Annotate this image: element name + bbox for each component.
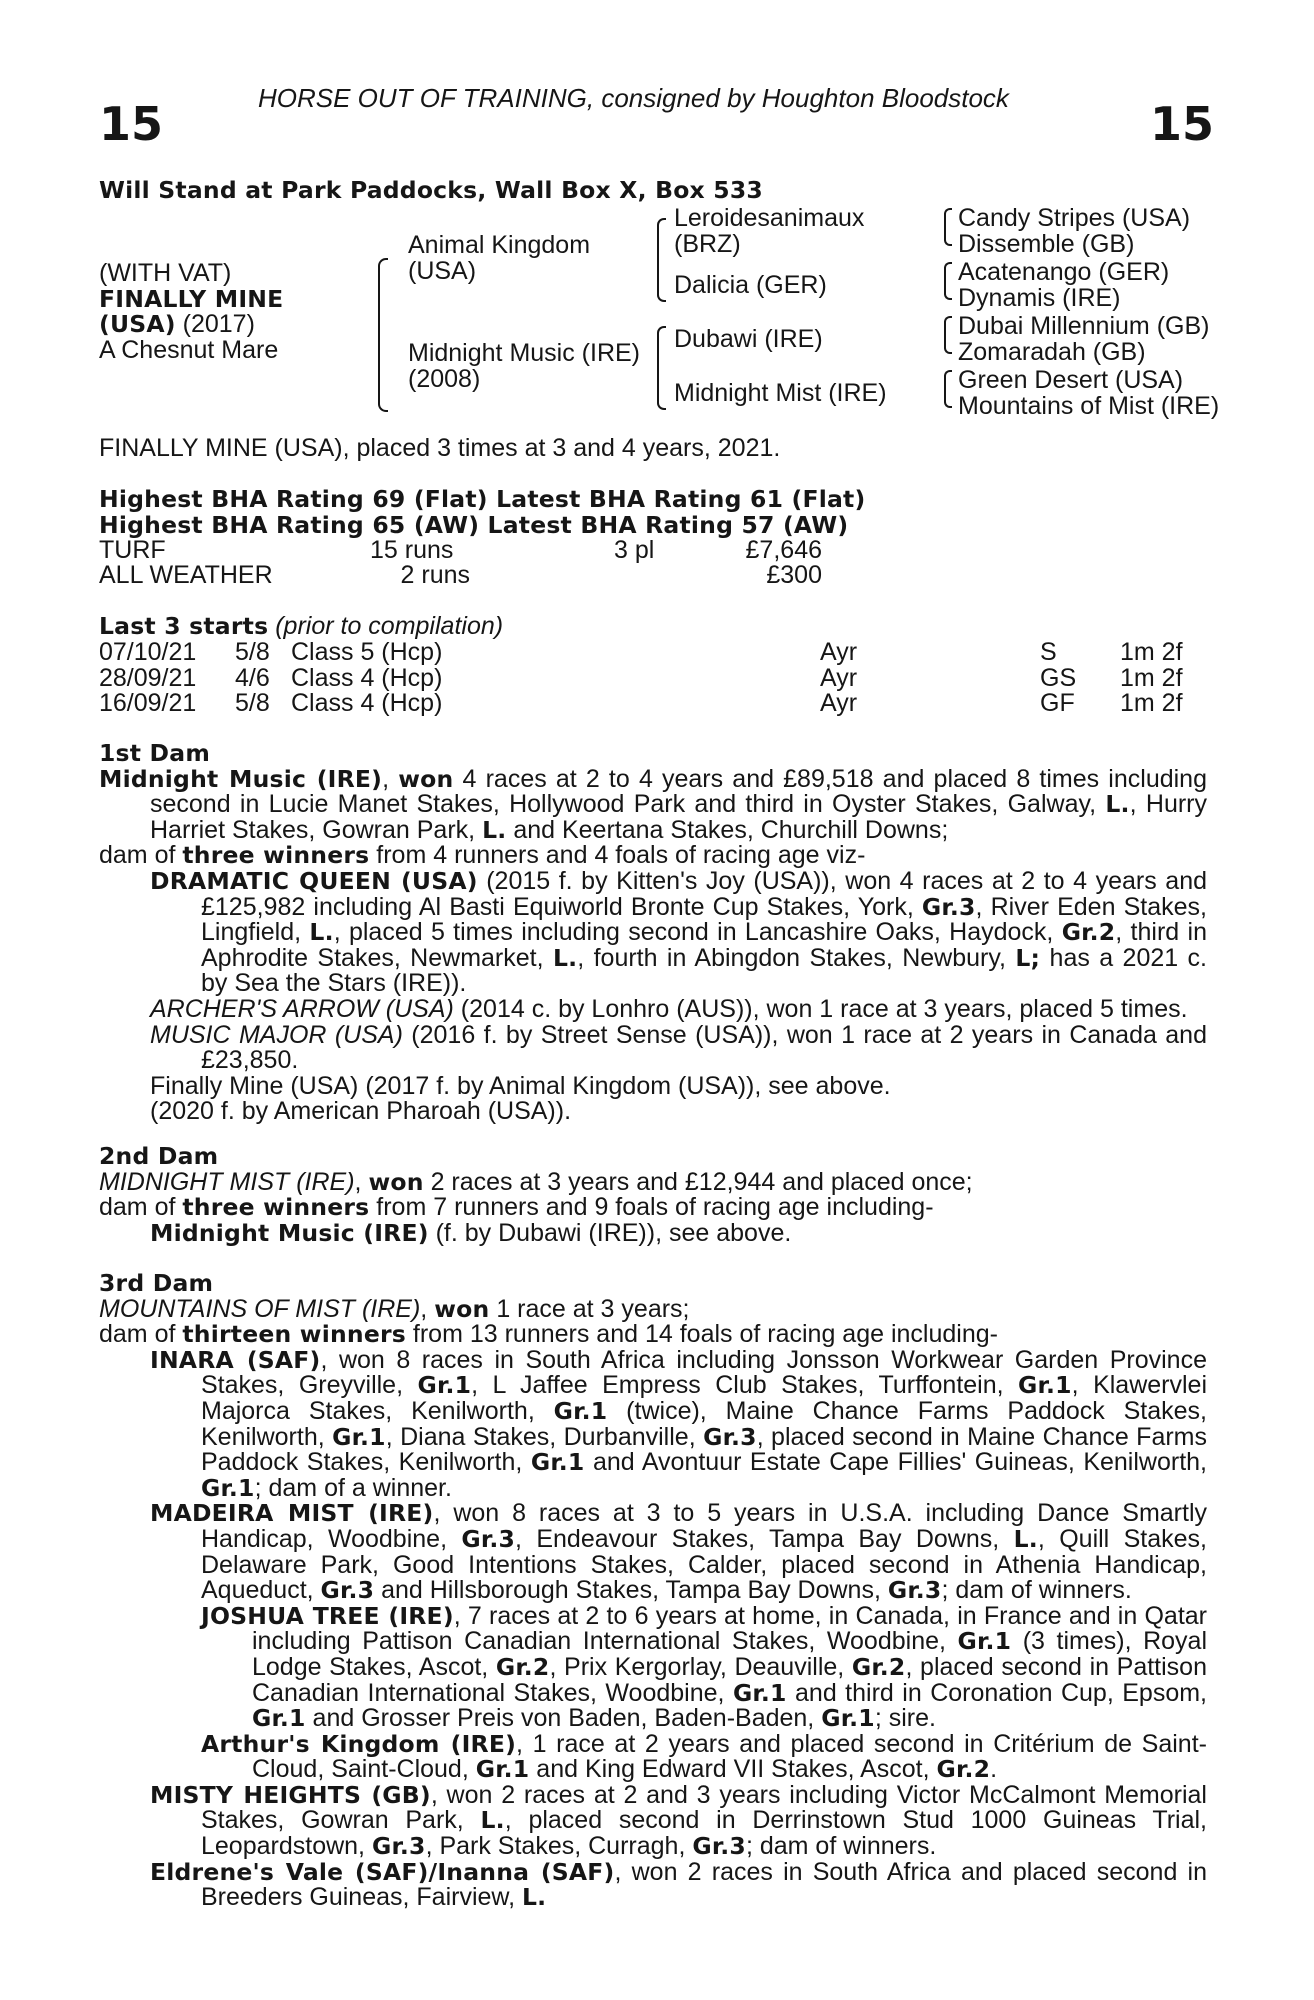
start-going: GS bbox=[1040, 663, 1077, 692]
produce-name: INARA (SAF) bbox=[150, 1345, 321, 1374]
aw-runs: 2 runs bbox=[400, 561, 470, 589]
group-tag: Gr.1 bbox=[1018, 1371, 1072, 1400]
record-text: and King Edward VII Stakes, Ascot, bbox=[529, 1755, 937, 1784]
produce-name: JOSHUA TREE (IRE) bbox=[201, 1601, 454, 1630]
second-dam-name: MIDNIGHT MIST (IRE) bbox=[99, 1167, 355, 1196]
record-text: (2014 c. by Lonhro (AUS)), won 1 race at 3 years, placed 5 times. bbox=[453, 994, 1188, 1023]
record-text: from 13 runners and 14 foals of racing age including- bbox=[405, 1320, 998, 1349]
record-text: , fourth in Abingdon Stakes, Newbury, bbox=[577, 943, 1016, 972]
record-text: , Klawervlei Majorca Stakes, Kenilworth, bbox=[201, 1371, 1208, 1425]
second-dam-section bbox=[99, 1144, 1207, 1246]
record-text: , Prix Kergorlay, Deauville, bbox=[549, 1652, 852, 1681]
produce-name: MUSIC MAJOR (USA) bbox=[150, 1020, 403, 1049]
last-starts-table bbox=[99, 640, 1183, 717]
record-text: , placed second in Maine Chance Farms Paddock Stakes, Kenilworth, bbox=[201, 1422, 1208, 1477]
turf-placed: 3 pl bbox=[614, 536, 655, 564]
start-race: Class 4 (Hcp) bbox=[291, 663, 443, 692]
record-text: , Park Stakes, Curragh, bbox=[425, 1832, 693, 1861]
rating-line-aw: Highest BHA Rating 65 (AW) Latest BHA Rating 57 (AW) bbox=[99, 511, 849, 539]
group-tag: Gr.1 bbox=[201, 1473, 255, 1502]
group-tag: Gr.1 bbox=[530, 1448, 585, 1477]
start-course: Ayr bbox=[820, 638, 858, 666]
sd-brace bbox=[944, 262, 952, 300]
group-tag: Gr.2 bbox=[851, 1652, 906, 1681]
second-dam-produce-intro bbox=[99, 1195, 1207, 1221]
ggsire-1: Candy Stripes (USA) bbox=[958, 204, 1191, 232]
record-text: ; dam of winners. bbox=[941, 1576, 1132, 1605]
record-text: , Quill Stakes, Delaware Park, Good Intentions Stakes, Calder, placed second in Athenia Handicap, Aqueduct, bbox=[201, 1524, 1207, 1605]
record-text: , Hurry Harriet Stakes, Gowran Park, bbox=[150, 790, 1207, 844]
group-tag: Gr.2 bbox=[1061, 918, 1116, 947]
listed-tag: L; bbox=[1015, 943, 1041, 972]
record-text: ; dam of winners. bbox=[745, 1832, 937, 1861]
listed-tag: L. bbox=[480, 1806, 505, 1835]
start-race: Class 5 (Hcp) bbox=[291, 638, 443, 666]
granddam-sire: Dalicia (GER) bbox=[674, 271, 827, 299]
horse-year: (2017) bbox=[182, 310, 255, 339]
turf-prize: £7,646 bbox=[745, 536, 822, 564]
produce-finally-mine: Finally Mine (USA) (2017 f. by Animal Kingdom (USA)), see above. bbox=[150, 1071, 891, 1100]
winners-count: three winners bbox=[182, 841, 370, 870]
group-tag: Gr.3 bbox=[887, 1576, 942, 1605]
dam-brace bbox=[657, 326, 666, 410]
record-text: , won 8 races in South Africa including Jonsson Workwear Garden Province Stakes, Greyville, bbox=[201, 1345, 1207, 1400]
start-date: 16/09/21 bbox=[99, 689, 197, 718]
start-position: 5/8 bbox=[235, 689, 270, 718]
group-tag: Gr.3 bbox=[692, 1832, 746, 1861]
vat-note: (WITH VAT) bbox=[99, 259, 232, 287]
produce-midnight-music bbox=[150, 1218, 1207, 1247]
record-text: , 1 race at 2 years and placed second in Critérium de Saint-Cloud, Saint-Cloud, bbox=[252, 1729, 1207, 1784]
dd-brace bbox=[944, 370, 952, 408]
start-race: Class 4 (Hcp) bbox=[291, 689, 443, 718]
ggdam-1: Dissemble (GB) bbox=[958, 230, 1135, 258]
dam-name: Midnight Music (IRE) bbox=[408, 339, 640, 367]
table-row bbox=[99, 640, 1183, 666]
record-text: , won 2 races in South Africa and placed second in Breeders Guineas, Fairview, bbox=[201, 1857, 1207, 1912]
won-word: won bbox=[434, 1294, 490, 1323]
record-text: and Avontuur Estate Cape Fillies' Guineas, Kenilworth, bbox=[584, 1448, 1207, 1477]
record-text: (twice), Maine Chance Farms Paddock Stakes, Kenilworth, bbox=[201, 1396, 1207, 1451]
record-text: , placed second in Derrinstown Stud 1000 Guineas Trial, Leopardstown, bbox=[201, 1806, 1207, 1861]
winners-count: thirteen winners bbox=[182, 1320, 406, 1349]
record-text: , won 2 races at 2 and 3 years including Victor McCalmont Memorial Stakes, Gowran Park, bbox=[201, 1780, 1207, 1835]
record-text: and third in Coronation Cup, Epsom, bbox=[786, 1678, 1207, 1707]
second-dam-heading: 2nd Dam bbox=[99, 1142, 219, 1170]
subject-block bbox=[99, 261, 283, 363]
third-dam-produce-intro bbox=[99, 1322, 1207, 1348]
table-row bbox=[99, 666, 1183, 692]
group-tag: Gr.3 bbox=[320, 1576, 375, 1605]
ss-brace bbox=[944, 208, 952, 246]
produce-name: MISTY HEIGHTS (GB) bbox=[150, 1780, 431, 1809]
ggsire-4: Green Desert (USA) bbox=[958, 366, 1184, 394]
race-summary: FINALLY MINE (USA), placed 3 times at 3 and 4 years, 2021. bbox=[99, 434, 781, 462]
record-text: (f. by Dubawi (IRE)), see above. bbox=[428, 1218, 792, 1247]
record-text: , Endeavour Stakes, Tampa Bay Downs, bbox=[515, 1524, 1014, 1553]
record-text: 2 races at 3 years and £12,944 and placed once; bbox=[423, 1167, 973, 1196]
ggdam-3: Zomaradah (GB) bbox=[958, 338, 1146, 366]
main-brace bbox=[378, 258, 388, 412]
listed-tag: L. bbox=[552, 943, 578, 972]
start-date: 07/10/21 bbox=[99, 638, 197, 666]
consignor-line: HORSE OUT OF TRAINING, consigned by Houghton Bloodstock bbox=[258, 83, 1009, 113]
ggdam-2: Dynamis (IRE) bbox=[958, 284, 1121, 312]
group-tag: Gr.1 bbox=[957, 1627, 1012, 1656]
produce-archers-arrow bbox=[150, 994, 1207, 1023]
record-text: , River Eden Stakes, Lingfield, bbox=[201, 892, 1207, 947]
table-row bbox=[99, 691, 1183, 717]
record-text: from 4 runners and 4 foals of racing age viz- bbox=[369, 841, 866, 870]
group-tag: Gr.1 bbox=[475, 1755, 530, 1784]
record-text: and Keertana Stakes, Churchill Downs; bbox=[506, 815, 949, 844]
group-tag: Gr.1 bbox=[417, 1371, 472, 1400]
ggsire-2: Acatenango (GER) bbox=[958, 258, 1170, 286]
third-dam-section bbox=[99, 1271, 1207, 1911]
group-tag: Gr.1 bbox=[732, 1678, 787, 1707]
produce-inara bbox=[150, 1345, 1208, 1502]
group-tag: Gr.1 bbox=[821, 1704, 875, 1733]
listed-tag: L. bbox=[1105, 790, 1130, 819]
turf-runs: 15 runs bbox=[370, 536, 454, 564]
produce-name: MADEIRA MIST (IRE) bbox=[150, 1499, 434, 1528]
start-date: 28/09/21 bbox=[99, 663, 197, 692]
produce-eldrenes-vale bbox=[150, 1857, 1207, 1912]
record-text: dam of bbox=[99, 1320, 183, 1349]
horse-description: A Chesnut Mare bbox=[99, 335, 279, 364]
record-text: and Hillsborough Stakes, Tampa Bay Downs, bbox=[374, 1576, 888, 1605]
start-distance: 1m 2f bbox=[1120, 663, 1183, 692]
produce-name: Arthur's Kingdom (IRE) bbox=[201, 1729, 517, 1758]
group-tag: Gr.1 bbox=[553, 1396, 608, 1425]
record-text: dam of bbox=[99, 841, 183, 870]
last-starts-header bbox=[99, 614, 503, 640]
grandsire-dam: Dubawi (IRE) bbox=[674, 325, 823, 353]
record-text: 4 races at 2 to 4 years and £89,518 and placed 8 times including second in Lucie Manet Stakes, Hollywood Park and third in Oyster Stakes, Galway, bbox=[150, 764, 1207, 819]
record-text: , placed 5 times including second in Lancashire Oaks, Haydock, bbox=[333, 918, 1062, 947]
record-text: , third in Aphrodite Stakes, Newmarket, bbox=[201, 918, 1207, 972]
last-starts-heading: Last 3 starts bbox=[99, 612, 269, 640]
group-tag: Gr.1 bbox=[332, 1422, 386, 1451]
first-dam-heading: 1st Dam bbox=[99, 739, 211, 767]
winners-count: three winners bbox=[182, 1193, 370, 1222]
produce-2020-filly: (2020 f. by American Pharoah (USA)). bbox=[150, 1097, 572, 1126]
first-dam-name: Midnight Music (IRE) bbox=[99, 764, 383, 793]
start-position: 5/8 bbox=[235, 638, 270, 666]
record-text: (2016 f. by Street Sense (USA)), won 1 race at 2 years in Canada and £23,850. bbox=[201, 1020, 1207, 1075]
group-tag: Gr.3 bbox=[461, 1524, 516, 1553]
record-text: (3 times), Royal Lodge Stakes, Ascot, bbox=[252, 1627, 1208, 1681]
record-text: , Diana Stakes, Durbanville, bbox=[385, 1422, 704, 1451]
start-distance: 1m 2f bbox=[1120, 638, 1183, 666]
start-course: Ayr bbox=[820, 689, 858, 718]
listed-tag: L. bbox=[309, 918, 334, 947]
produce-music-major bbox=[150, 1020, 1207, 1075]
record-text: , placed second in Pattison Canadian International Stakes, Woodbine, bbox=[252, 1652, 1207, 1707]
first-dam-section bbox=[99, 741, 1207, 1125]
produce-dramatic-queen bbox=[150, 866, 1207, 998]
group-tag: Gr.3 bbox=[371, 1832, 426, 1861]
sire-name: Animal Kingdom bbox=[408, 231, 591, 259]
record-text: , L Jaffee Empress Club Stakes, Turffontein, bbox=[471, 1371, 1019, 1400]
sire-country: (USA) bbox=[408, 257, 477, 285]
produce-joshua-tree bbox=[201, 1601, 1208, 1733]
record-text: from 7 runners and 9 foals of racing age including- bbox=[369, 1193, 934, 1222]
start-course: Ayr bbox=[820, 663, 858, 692]
aw-prize: £300 bbox=[766, 561, 822, 589]
record-text: 1 race at 3 years; bbox=[489, 1294, 690, 1323]
lot-number-right: 15 bbox=[1150, 97, 1215, 151]
group-tag: Gr.2 bbox=[495, 1652, 550, 1681]
dam-year: (2008) bbox=[408, 365, 481, 393]
stand-location: Will Stand at Park Paddocks, Wall Box X, Box 533 bbox=[99, 176, 763, 204]
listed-tag: L. bbox=[521, 1883, 547, 1912]
record-text: ; dam of a winner. bbox=[254, 1473, 452, 1502]
grandsire-sire-line1: Leroidesanimaux bbox=[674, 204, 865, 232]
record-text: , 7 races at 2 to 6 years at home, in Canada, in France and in Qatar including Pattison Canadian International Stakes, Woodbine, bbox=[252, 1601, 1207, 1656]
second-dam-record: MIDNIGHT MIST (IRE), won 2 races at 3 years and £12,944 and placed once; bbox=[99, 1167, 973, 1196]
record-text: dam of bbox=[99, 1193, 183, 1222]
turf-label: TURF bbox=[99, 536, 166, 564]
won-word: won bbox=[398, 764, 454, 793]
aw-label: ALL WEATHER bbox=[99, 561, 273, 589]
sire-brace bbox=[657, 218, 666, 302]
third-dam-record: MOUNTAINS OF MIST (IRE), won 1 race at 3 years; bbox=[99, 1294, 690, 1323]
grandsire-sire-line2: (BRZ) bbox=[674, 230, 741, 258]
start-going: GF bbox=[1040, 689, 1075, 718]
produce-arthurs-kingdom bbox=[201, 1729, 1207, 1784]
record-text: has a 2021 c. by Sea the Stars (IRE)). bbox=[201, 943, 1207, 998]
produce-name: Eldrene's Vale (SAF)/Inanna (SAF) bbox=[150, 1857, 615, 1886]
horse-country: (USA) bbox=[99, 310, 176, 339]
ggdam-4: Mountains of Mist (IRE) bbox=[958, 392, 1220, 420]
produce-name: ARCHER'S ARROW (USA) bbox=[150, 994, 454, 1023]
start-distance: 1m 2f bbox=[1120, 689, 1183, 718]
won-word: won bbox=[368, 1167, 424, 1196]
produce-name: Midnight Music (IRE) bbox=[150, 1218, 429, 1247]
horse-name: FINALLY MINE bbox=[99, 284, 284, 313]
first-dam-produce-intro bbox=[99, 843, 1207, 869]
start-position: 4/6 bbox=[235, 663, 270, 692]
listed-tag: L. bbox=[1013, 1524, 1038, 1553]
lot-number-left: 15 bbox=[99, 97, 164, 151]
third-dam-heading: 3rd Dam bbox=[99, 1269, 214, 1297]
group-tag: Gr.3 bbox=[921, 892, 976, 921]
record-text: , won 8 races at 3 to 5 years in U.S.A. including Dance Smartly Handicap, Woodbine, bbox=[201, 1499, 1208, 1553]
last-starts-note: (prior to compilation) bbox=[275, 612, 504, 640]
start-going: S bbox=[1040, 638, 1057, 666]
record-text: (2015 f. by Kitten's Joy (USA)), won 4 races at 2 to 4 years and £125,982 including Al Basti Equiworld Bronte Cup Stakes, York, bbox=[201, 866, 1207, 921]
granddam-dam: Midnight Mist (IRE) bbox=[674, 379, 887, 407]
group-tag: Gr.3 bbox=[703, 1422, 757, 1451]
produce-name: DRAMATIC QUEEN (USA) bbox=[150, 866, 478, 895]
ggsire-3: Dubai Millennium (GB) bbox=[958, 312, 1210, 340]
rating-line-flat: Highest BHA Rating 69 (Flat) Latest BHA Rating 61 (Flat) bbox=[99, 485, 866, 513]
record-text: ; sire. bbox=[874, 1704, 936, 1733]
first-dam-record: Midnight Music (IRE), won 4 races at 2 to 4 years and £89,518 and placed 8 times including second in Lucie Manet Stakes, Hollywood Park and third in Oyster Stakes, Galway, L., Hurry Harriet Stakes, Gowran Park, L. and Keertana Stakes, Churchill Downs; bbox=[99, 764, 1207, 844]
produce-madeira-mist bbox=[150, 1501, 1207, 1603]
produce-misty-heights bbox=[150, 1780, 1207, 1861]
record-text: . bbox=[990, 1755, 998, 1784]
record-text: and Grosser Preis von Baden, Baden-Baden, bbox=[305, 1704, 822, 1733]
ds-brace bbox=[944, 316, 952, 354]
third-dam-name: MOUNTAINS OF MIST (IRE) bbox=[99, 1294, 421, 1323]
listed-tag: L. bbox=[482, 815, 507, 844]
group-tag: Gr.2 bbox=[936, 1755, 991, 1784]
group-tag: Gr.1 bbox=[252, 1704, 306, 1733]
